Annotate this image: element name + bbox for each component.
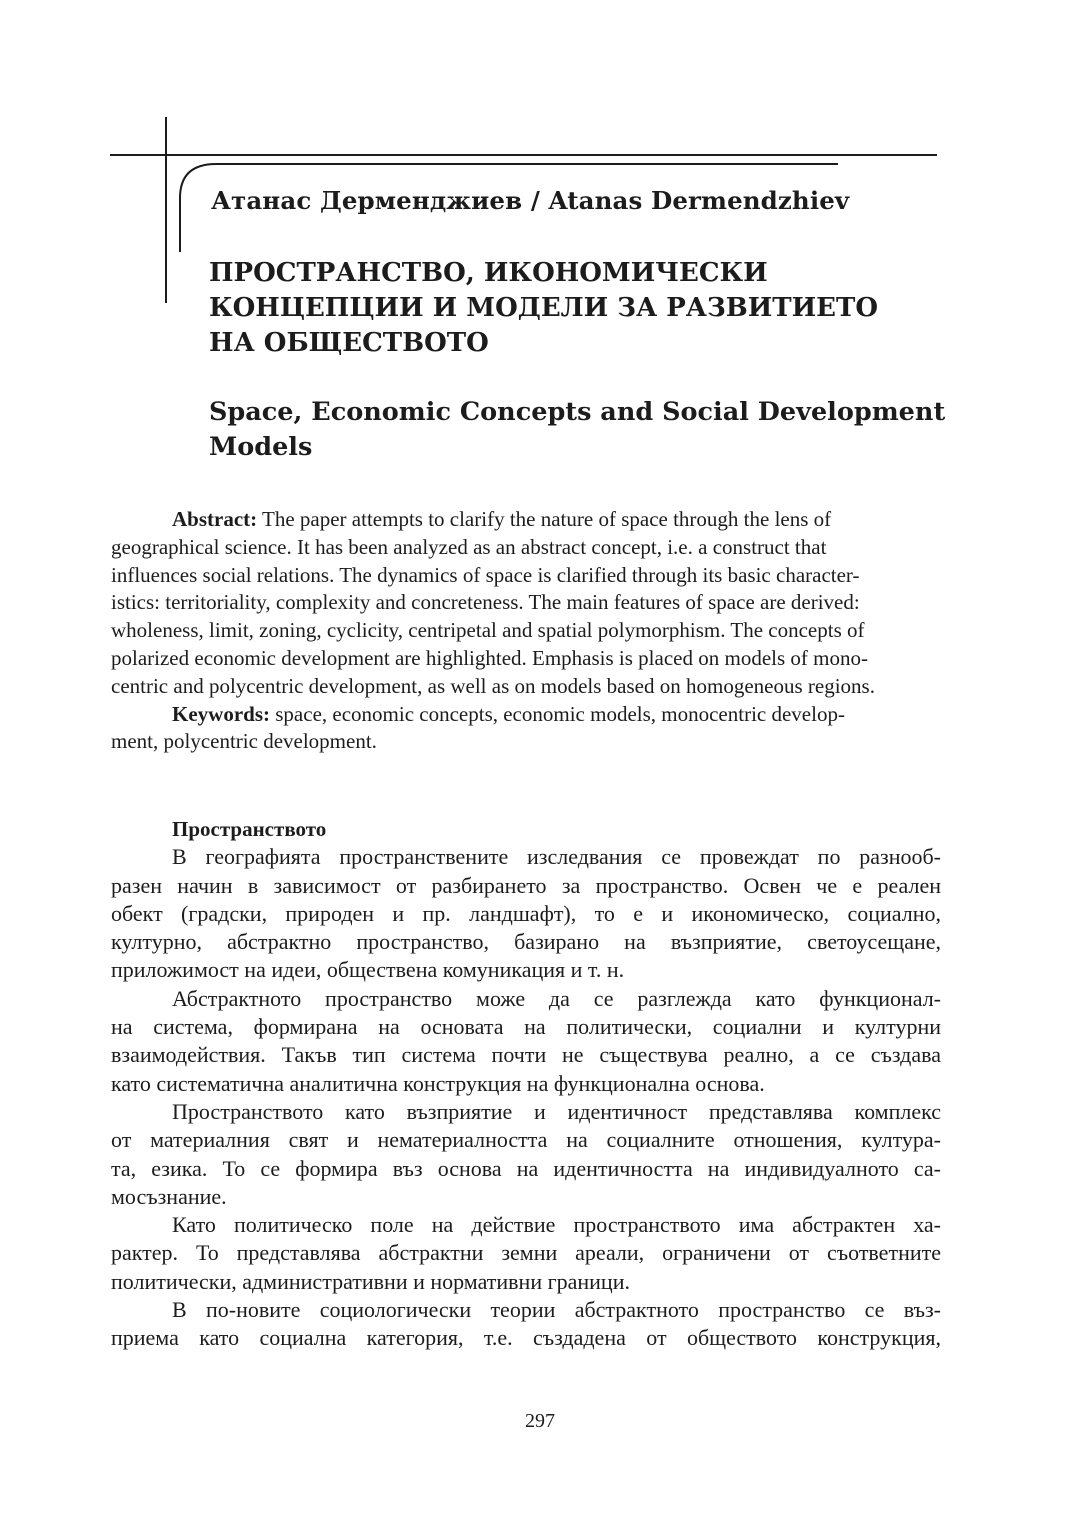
paragraph-line: В географията пространствените изследвания се провеждат по разнооб-	[172, 844, 941, 870]
paragraph-line: приема като социална категория, т.е. създадена от обществото конструкция,	[111, 1325, 941, 1351]
paragraph-line: от материалния свят и нематериалността на социалните отношения, култура-	[111, 1127, 941, 1153]
body-text	[111, 815, 941, 1353]
title-en-line: Space, Economic Concepts and Social Development	[209, 397, 946, 427]
keywords-text: space, economic concepts, economic models, monocentric develop-	[270, 701, 845, 726]
title-en-line: Models	[209, 432, 313, 462]
paragraph-line: на система, формирана на основата на политически, социални и културни	[111, 1014, 941, 1040]
section-heading: Пространството	[172, 817, 327, 841]
paragraph-line: политически, административни и нормативни граници.	[111, 1268, 630, 1294]
paragraph-line: приложимост на идеи, обществена комуникация и т. н.	[111, 957, 625, 983]
abstract-block	[111, 506, 941, 756]
paragraph-line: В по-новите социологически теории абстрактното пространство се въз-	[172, 1297, 941, 1323]
abstract-line	[111, 506, 941, 534]
paragraph-line: та, езика. То се формира въз основа на идентичността на индивидуалното са-	[111, 1155, 941, 1181]
paragraph-line: Абстрактното пространство може да се разглежда като функционал-	[172, 985, 941, 1011]
abstract-line: wholeness, limit, zoning, cyclicity, centripetal and spatial polymorphism. The concepts of	[111, 618, 865, 643]
author-line: Атанас Дерменджиев / Atanas Dermendzhiev	[211, 186, 850, 215]
paragraph-line: Като политическо поле на действие пространството има абстрактен ха-	[172, 1212, 941, 1238]
abstract-line: geographical science. It has been analyzed as an abstract concept, i.e. a construct that	[111, 534, 827, 559]
paragraph-line: рактер. То представлява абстрактни земни ареали, ограничени от съответните	[111, 1240, 941, 1266]
title-bg-line: ПРОСТРАНСТВО, ИКОНОМИЧЕСКИ	[209, 258, 768, 288]
abstract-label: Abstract:	[172, 507, 258, 531]
keywords-label: Keywords:	[172, 701, 270, 726]
paragraph-line: взаимодействия. Такъв тип система почти не съществува реално, а се създава	[111, 1042, 941, 1068]
title-english	[209, 395, 946, 465]
paragraph-line: Пространството като възприятие и идентичност представлява комплекс	[172, 1098, 941, 1124]
title-bg-line: КОНЦЕПЦИИ И МОДЕЛИ ЗА РАЗВИТИЕТО	[209, 293, 878, 323]
paragraph-line: разен начин в зависимост от разбирането за пространство. Освен че е реален	[111, 872, 941, 898]
abstract-text: The paper attempts to clarify the nature of space through the lens of	[257, 507, 832, 531]
keywords-line: ment, polycentric development.	[111, 729, 377, 754]
abstract-line: influences social relations. The dynamics of space is clarified through its basic character-	[111, 562, 860, 587]
title-bg-line: НА ОБЩЕСТВОТО	[209, 328, 489, 358]
paragraph-line: като систематична аналитична конструкция на функционална основа.	[111, 1070, 765, 1096]
keywords-line	[111, 701, 941, 729]
paragraph-line: културно, абстрактно пространство, базирано на възприятие, светоусещане,	[111, 929, 941, 955]
abstract-line: polarized economic development are highlighted. Emphasis is placed on models of mono-	[111, 645, 868, 670]
abstract-line: centric and polycentric development, as well as on models based on homogeneous regions.	[111, 673, 875, 698]
abstract-line: istics: territoriality, complexity and concreteness. The main features of space are derived:	[111, 590, 860, 615]
vertical-rule	[165, 117, 167, 303]
paragraph-line: обект (градски, природен и пр. ландшафт), то е и икономическо, социално,	[111, 900, 941, 926]
horizontal-rule	[110, 154, 937, 156]
title-bulgarian	[209, 256, 909, 361]
paragraph-line: мосъзнание.	[111, 1183, 227, 1209]
page-number: 297	[525, 1410, 555, 1432]
